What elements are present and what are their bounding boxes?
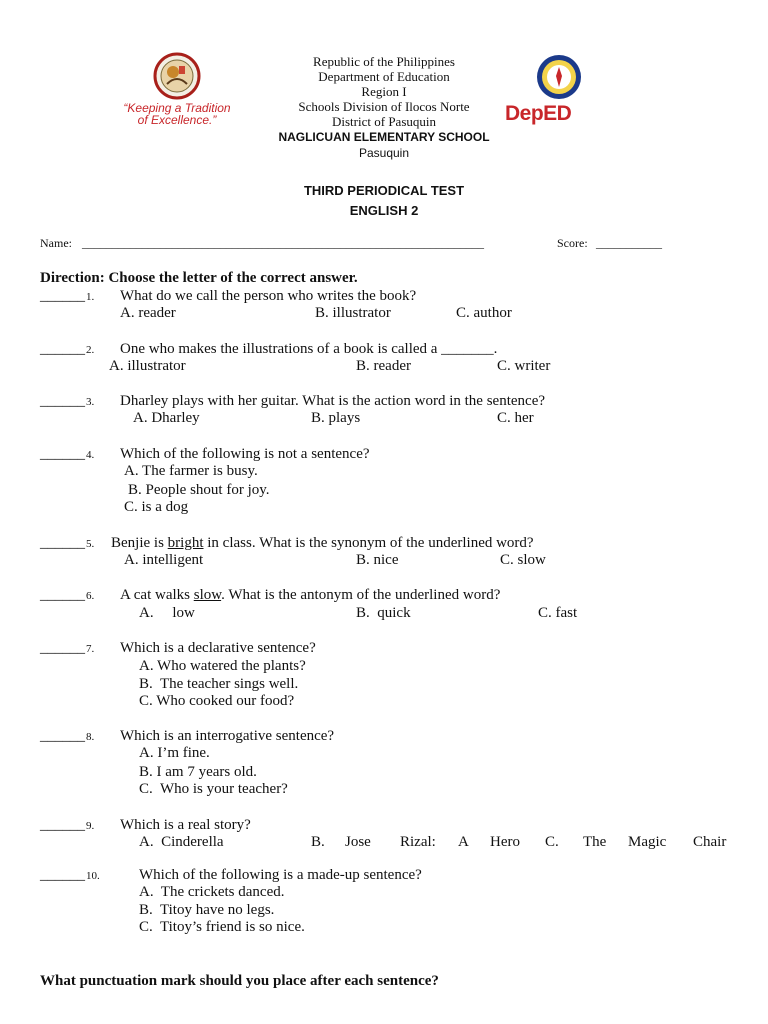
- question-text-post: in class. What is the synonym of the underlined word?: [203, 535, 534, 551]
- choice-a: A. Cinderella: [139, 834, 224, 850]
- question-text: Which is an interrogative sentence?: [120, 728, 335, 744]
- section-2-heading: What punctuation mark should you place after each sentence?: [40, 973, 439, 989]
- deped-seal-icon: [505, 54, 613, 100]
- choice-b-word: Rizal:: [400, 834, 436, 850]
- test-title: THIRD PERIODICAL TEST: [303, 183, 465, 198]
- answer-blank[interactable]: ______: [40, 817, 85, 833]
- choice-c-word: C.: [545, 834, 559, 850]
- choice-c: C. is a dog: [124, 499, 189, 515]
- question-number: 1.: [86, 291, 95, 303]
- question-number: 2.: [86, 344, 95, 356]
- answer-blank[interactable]: ______: [40, 341, 85, 357]
- header-region: Region I: [361, 84, 407, 99]
- answer-blank[interactable]: ______: [40, 728, 85, 744]
- choice-a: A. The crickets danced.: [139, 884, 285, 900]
- underlined-word: bright: [167, 535, 204, 551]
- underlined-word: slow: [193, 587, 222, 603]
- question-text: Which is a real story?: [120, 817, 251, 833]
- choice-b-word: B.: [311, 834, 325, 850]
- question-text: [120, 587, 500, 604]
- choice-b: B. I am 7 years old.: [139, 764, 257, 780]
- question-text: One who makes the illustrations of a book is called a _______.: [120, 341, 498, 357]
- choice-b: B. plays: [311, 410, 361, 426]
- deped-wordmark: DepED: [505, 102, 572, 125]
- choice-c: C. Who cooked our food?: [139, 693, 295, 709]
- question-text: Which of the following is a made-up sentence?: [139, 867, 422, 883]
- choice-a: A. I’m fine.: [139, 745, 210, 761]
- choice-a: A. Who watered the plants?: [139, 658, 306, 674]
- choice-b: B. reader: [356, 358, 411, 374]
- choice-c: C. her: [497, 410, 534, 426]
- answer-blank[interactable]: ______: [40, 446, 85, 462]
- choice-c: C. author: [456, 305, 512, 321]
- score-field[interactable]: ___________: [596, 236, 662, 250]
- choice-b: B. The teacher sings well.: [139, 676, 299, 692]
- choice-c: C. Who is your teacher?: [139, 781, 288, 797]
- choice-c: C. fast: [538, 605, 578, 621]
- choice-b-word: Hero: [490, 834, 520, 850]
- question-text: Which of the following is not a sentence?: [120, 446, 370, 462]
- choice-c-word: Chair: [693, 834, 727, 850]
- question-number: 9.: [86, 820, 95, 832]
- answer-blank[interactable]: ______: [40, 640, 85, 656]
- question-text-pre: A cat walks: [120, 587, 194, 603]
- choice-a: A. intelligent: [124, 552, 204, 568]
- choice-b: B. People shout for joy.: [128, 482, 270, 498]
- choice-b-word: A: [458, 834, 469, 850]
- motto-line-2: of Excellence.”: [137, 113, 217, 127]
- choice-a: A. illustrator: [109, 358, 186, 374]
- question-text-pre: Benjie is: [111, 535, 168, 551]
- header-department: Department of Education: [318, 69, 450, 84]
- header-district: District of Pasuquin: [332, 114, 436, 129]
- choice-c-word: The: [583, 834, 607, 850]
- choice-a: A. The farmer is busy.: [124, 463, 258, 479]
- question-number: 8.: [86, 731, 95, 743]
- header-division: Schools Division of Ilocos Norte: [298, 99, 470, 114]
- motto-line-1: “Keeping a Tradition: [123, 101, 231, 115]
- choice-c: C. Titoy’s friend is so nice.: [139, 919, 305, 935]
- deped-logo: [505, 54, 613, 126]
- choice-b: B. nice: [356, 552, 399, 568]
- name-field[interactable]: ___________________________________________________________________: [82, 236, 484, 250]
- answer-blank[interactable]: ______: [40, 587, 85, 603]
- question-number: 10.: [86, 870, 100, 882]
- question-number: 5.: [86, 538, 95, 550]
- choice-b: B. Titoy have no legs.: [139, 902, 275, 918]
- choice-a: A. reader: [120, 305, 176, 321]
- answer-blank[interactable]: ______: [40, 288, 85, 304]
- question-text: Which is a declarative sentence?: [120, 640, 316, 656]
- choice-b: B. quick: [356, 605, 411, 621]
- choice-a: A. low: [139, 605, 195, 621]
- school-town: Pasuquin: [358, 146, 410, 160]
- question-number: 7.: [86, 643, 95, 655]
- question-text: [111, 535, 534, 552]
- direction: Direction: Choose the letter of the correct answer.: [40, 270, 358, 286]
- choice-c: C. slow: [500, 552, 546, 568]
- school-name: NAGLICUAN ELEMENTARY SCHOOL: [278, 130, 490, 144]
- answer-blank[interactable]: ______: [40, 867, 85, 883]
- question-text: Dharley plays with her guitar. What is the action word in the sentence?: [120, 393, 546, 409]
- choice-b-word: Jose: [345, 834, 371, 850]
- name-label: Name:: [40, 236, 72, 250]
- answer-blank[interactable]: ______: [40, 393, 85, 409]
- question-number: 3.: [86, 396, 95, 408]
- question-number: 4.: [86, 449, 95, 461]
- header-republic: Republic of the Philippines: [313, 54, 455, 69]
- choice-c-word: Magic: [628, 834, 667, 850]
- choice-a: A. Dharley: [133, 410, 200, 426]
- choice-b: B. illustrator: [315, 305, 391, 321]
- test-subject: ENGLISH 2: [349, 203, 419, 218]
- question-number: 6.: [86, 590, 95, 602]
- question-text-post: . What is the antonym of the underlined word?: [221, 587, 501, 603]
- answer-blank[interactable]: ______: [40, 535, 85, 551]
- score-label: Score:: [557, 236, 588, 250]
- question-text: What do we call the person who writes the book?: [120, 288, 417, 304]
- choice-c: C. writer: [497, 358, 551, 374]
